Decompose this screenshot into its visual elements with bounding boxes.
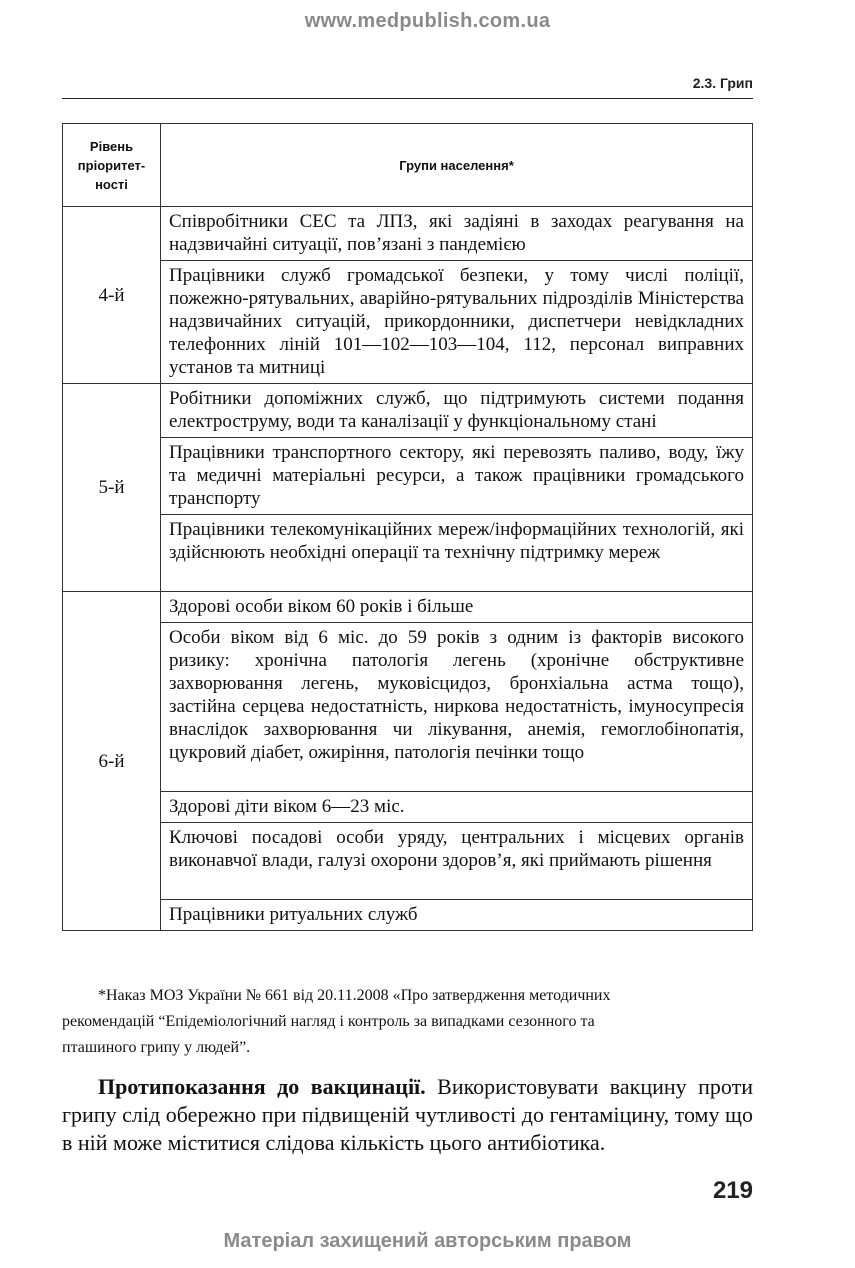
level-cell: 4-й (63, 207, 161, 384)
group-cell: Здорові діти віком 6—23 міс. (161, 792, 753, 823)
table-row (63, 623, 753, 792)
contraindications-title: Протипоказання до вакцинації. (98, 1074, 426, 1099)
level-cell: 6-й (63, 592, 161, 931)
footnote-line: рекомендацій “Епідеміологічний нагляд і контроль за випадками сезонного та (62, 1013, 595, 1030)
table-row (63, 515, 753, 592)
watermark-bottom: Матеріал захищений авторським правом (223, 1230, 632, 1252)
table-row (63, 438, 753, 515)
priority-table (62, 123, 753, 931)
page-number: 219 (712, 1177, 753, 1204)
table-row (63, 592, 753, 623)
header-groups: Групи населення* (161, 124, 753, 207)
table-row (63, 384, 753, 438)
footnote (62, 983, 753, 1061)
group-cell: Ключові посадові особи уряду, центральних і місцевих органів виконавчої влади, галузі охорони здоров’я, які приймають рішення (161, 823, 753, 900)
footnote-line: пташиного грипу у людей”. (62, 1039, 251, 1056)
level-cell: 5-й (63, 384, 161, 592)
group-cell: Здорові особи віком 60 років і більше (161, 592, 753, 623)
header-rule (62, 98, 753, 99)
contraindications-paragraph (62, 1073, 753, 1157)
table-header-row (63, 124, 753, 207)
group-cell: Робітники допоміжних служб, що підтримують системи подання електроструму, води та каналізації у функціональному стані (161, 384, 753, 438)
group-cell: Працівники ритуальних служб (161, 900, 753, 931)
contraindications-text: Використовувати вакцину проти грипу слід обережно при підвищеній чутливості до гентаміцину, тому що в ній може міститися слідова кількість цього антибіотика. (62, 1074, 753, 1155)
group-cell: Особи віком від 6 міс. до 59 років з одним із факторів високого ризику: хронічна патологія легень (хронічне обструктивне захворювання легень, муковісцидоз, бронхіальна астма тощо), застійна серцева недостатність, ниркова недостатність, імуносупресія внаслідок захворювання чи лікування, анемія, гемоглобінопатія, цукровий діабет, ожиріння, патологія печінки тощо (161, 623, 753, 792)
table-row (63, 823, 753, 900)
watermark-top: www.medpublish.com.ua (304, 10, 551, 32)
table-row (63, 792, 753, 823)
running-head: 2.3. Грип (692, 75, 753, 91)
header-level: Рівень пріоритет-ності (63, 124, 161, 207)
table-row (63, 900, 753, 931)
table-row (63, 207, 753, 261)
group-cell: Працівники транспортного сектору, які перевозять паливо, воду, їжу та медичні матеріальні ресурси, а також працівники громадського транспорту (161, 438, 753, 515)
footnote-line: *Наказ МОЗ України № 661 від 20.11.2008 «Про затвердження методичних (98, 987, 611, 1004)
group-cell: Співробітники СЕС та ЛПЗ, які задіяні в заходах реагування на надзвичайні ситуації, пов’язані з пандемією (161, 207, 753, 261)
group-cell: Працівники служб громадської безпеки, у тому числі поліції, пожежно-рятувальних, аварійно-рятувальних підрозділів Міністерства надзвичайних ситуацій, прикордонники, диспетчери невідкладних телефонних ліній 101—102—103—104, 112, персонал виправних установ та митниці (161, 261, 753, 384)
group-cell: Працівники телекомунікаційних мереж/інформаційних технологій, які здійснюють необхідні операції та технічну підтримку мереж (161, 515, 753, 592)
table-row (63, 261, 753, 384)
